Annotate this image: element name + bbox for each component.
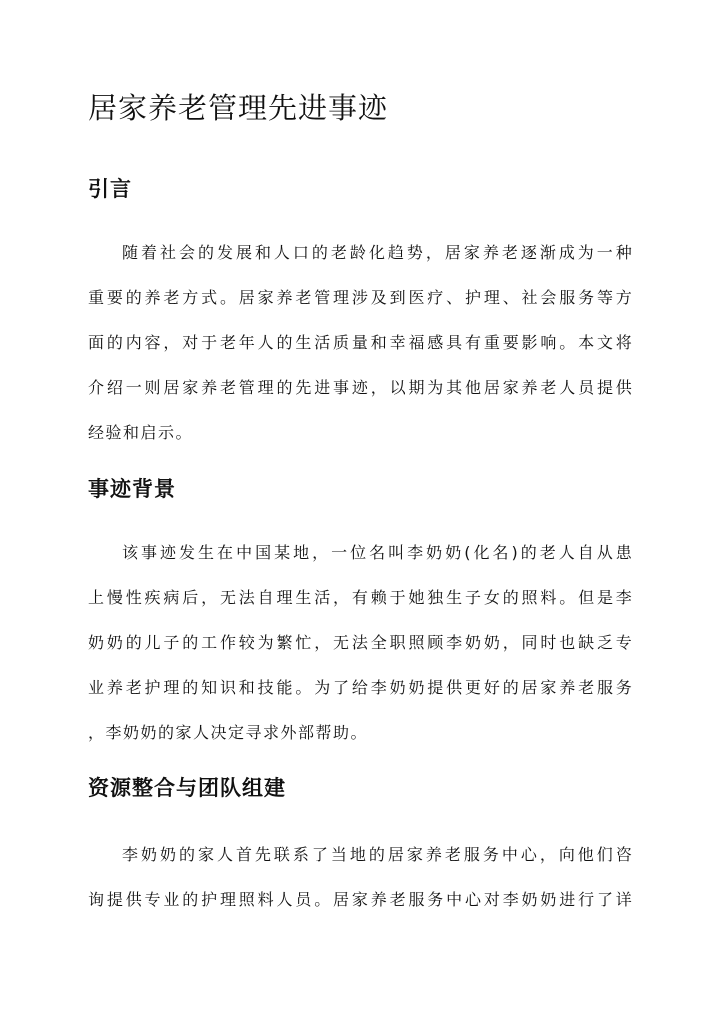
section-paragraph-resources: [88, 832, 632, 922]
paragraph-line: 经验和启示。: [88, 423, 194, 442]
paragraph-line: 询提供专业的护理照料人员。居家养老服务中心对李奶奶进行了详: [88, 890, 632, 909]
section-heading-background: 事迹背景: [88, 476, 176, 501]
section-heading-introduction: 引言: [88, 176, 132, 201]
paragraph-line: ，李奶奶的家人决定寻求外部帮助。: [88, 723, 369, 742]
paragraph-line: 介绍一则居家养老管理的先进事迹，以期为其他居家养老人员提供: [88, 378, 632, 397]
document-title: 居家养老管理先进事迹: [88, 91, 389, 125]
paragraph-line: 重要的养老方式。居家养老管理涉及到医疗、护理、社会服务等方: [88, 288, 632, 307]
paragraph-line: 面的内容，对于老年人的生活质量和幸福感具有重要影响。本文将: [88, 333, 632, 352]
paragraph-line: 上慢性疾病后，无法自理生活，有赖于她独生子女的照料。但是李: [88, 588, 632, 607]
paragraph-line: 随着社会的发展和人口的老龄化趋势，居家养老逐渐成为一种: [122, 243, 632, 262]
section-paragraph-introduction: [88, 230, 632, 455]
paragraph-line: 李奶奶的家人首先联系了当地的居家养老服务中心，向他们咨: [122, 845, 632, 864]
paragraph-line: 该事迹发生在中国某地，一位名叫李奶奶(化名)的老人自从患: [122, 543, 632, 562]
section-paragraph-background: [88, 530, 632, 755]
section-heading-resources: 资源整合与团队组建: [88, 775, 286, 800]
paragraph-line: 奶奶的儿子的工作较为繁忙，无法全职照顾李奶奶，同时也缺乏专: [88, 633, 632, 652]
paragraph-line: 业养老护理的知识和技能。为了给李奶奶提供更好的居家养老服务: [88, 678, 632, 697]
